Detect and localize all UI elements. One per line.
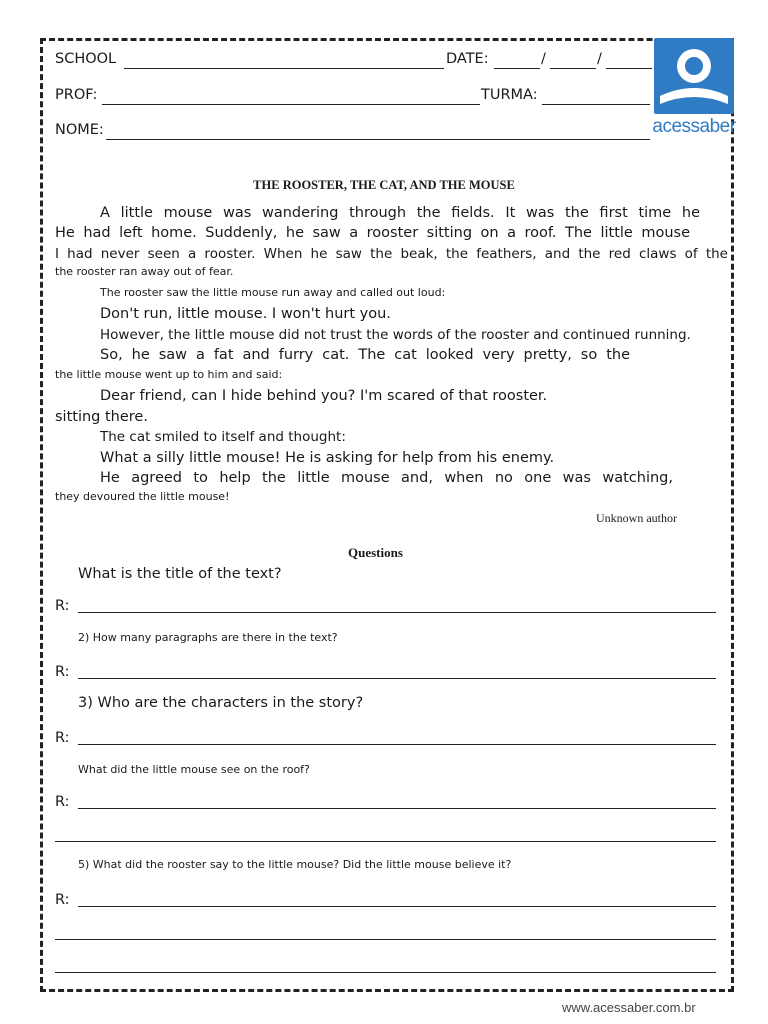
school-field[interactable] <box>124 68 444 69</box>
answer-1-line[interactable] <box>78 612 716 613</box>
story-line: sitting there. <box>55 409 148 425</box>
answer-4-line[interactable] <box>78 808 716 809</box>
story-line: the rooster ran away out of fear. <box>55 265 234 278</box>
story-line: He agreed to help the little mouse and, when no one was watching, <box>100 470 673 486</box>
story-line: However, the little mouse did not trust the words of the rooster and continued running. <box>100 327 691 343</box>
question-2: 2) How many paragraphs are there in the text? <box>78 631 338 644</box>
story-line: What a silly little mouse! He is asking for help from his enemy. <box>100 450 555 466</box>
answer-3-line[interactable] <box>78 744 716 745</box>
story-line: the little mouse went up to him and said: <box>55 368 283 381</box>
answer-label: R: <box>55 664 70 680</box>
story-line: Dear friend, can I hide behind you? I'm scared of that rooster. <box>100 388 548 404</box>
turma-label: TURMA: <box>481 87 538 103</box>
date-year-field[interactable] <box>606 68 652 69</box>
answer-5-line-extra[interactable] <box>55 939 716 940</box>
story-line: Don't run, little mouse. I won't hurt you. <box>100 306 391 322</box>
question-3: 3) Who are the characters in the story? <box>78 695 364 711</box>
acessaber-logo <box>652 38 736 138</box>
turma-field[interactable] <box>542 104 650 105</box>
answer-label: R: <box>55 892 70 908</box>
school-label: SCHOOL <box>55 51 117 67</box>
answer-2-line[interactable] <box>78 678 716 679</box>
question-4: What did the little mouse see on the roof? <box>78 763 310 776</box>
date-separator: / <box>541 51 546 67</box>
answer-5-line[interactable] <box>78 906 716 907</box>
story-author: Unknown author <box>596 511 677 525</box>
story-line: He had left home. Suddenly, he saw a rooster sitting on a roof. The little mouse <box>55 225 690 241</box>
date-day-field[interactable] <box>494 68 540 69</box>
logo-mark-icon <box>654 38 734 114</box>
answer-label: R: <box>55 794 70 810</box>
answer-4-line-extra[interactable] <box>55 841 716 842</box>
story-line: The rooster saw the little mouse run away and called out loud: <box>100 286 446 299</box>
logo-wordmark: acessaber <box>652 116 736 137</box>
story-line: The cat smiled to itself and thought: <box>100 429 346 445</box>
story-line: they devoured the little mouse! <box>55 490 230 503</box>
date-separator: / <box>597 51 602 67</box>
story-line: A little mouse was wandering through the fields. It was the first time he <box>100 205 700 221</box>
answer-label: R: <box>55 730 70 746</box>
story-title: THE ROOSTER, THE CAT, AND THE MOUSE <box>253 178 515 192</box>
prof-field[interactable] <box>102 104 480 105</box>
story-line: I had never seen a rooster. When he saw the beak, the feathers, and the red claws of the <box>55 246 728 262</box>
nome-label: NOME: <box>55 122 104 138</box>
nome-field[interactable] <box>106 139 650 140</box>
question-1: What is the title of the text? <box>78 566 282 582</box>
footer-url[interactable]: www.acessaber.com.br <box>562 1000 696 1015</box>
answer-label: R: <box>55 598 70 614</box>
date-month-field[interactable] <box>550 68 596 69</box>
questions-heading: Questions <box>348 545 403 560</box>
story-line: So, he saw a fat and furry cat. The cat looked very pretty, so the <box>100 347 630 363</box>
question-5: 5) What did the rooster say to the little mouse? Did the little mouse believe it? <box>78 858 512 871</box>
answer-5-line-extra[interactable] <box>55 972 716 973</box>
prof-label: PROF: <box>55 87 98 103</box>
date-label: DATE: <box>446 51 489 67</box>
